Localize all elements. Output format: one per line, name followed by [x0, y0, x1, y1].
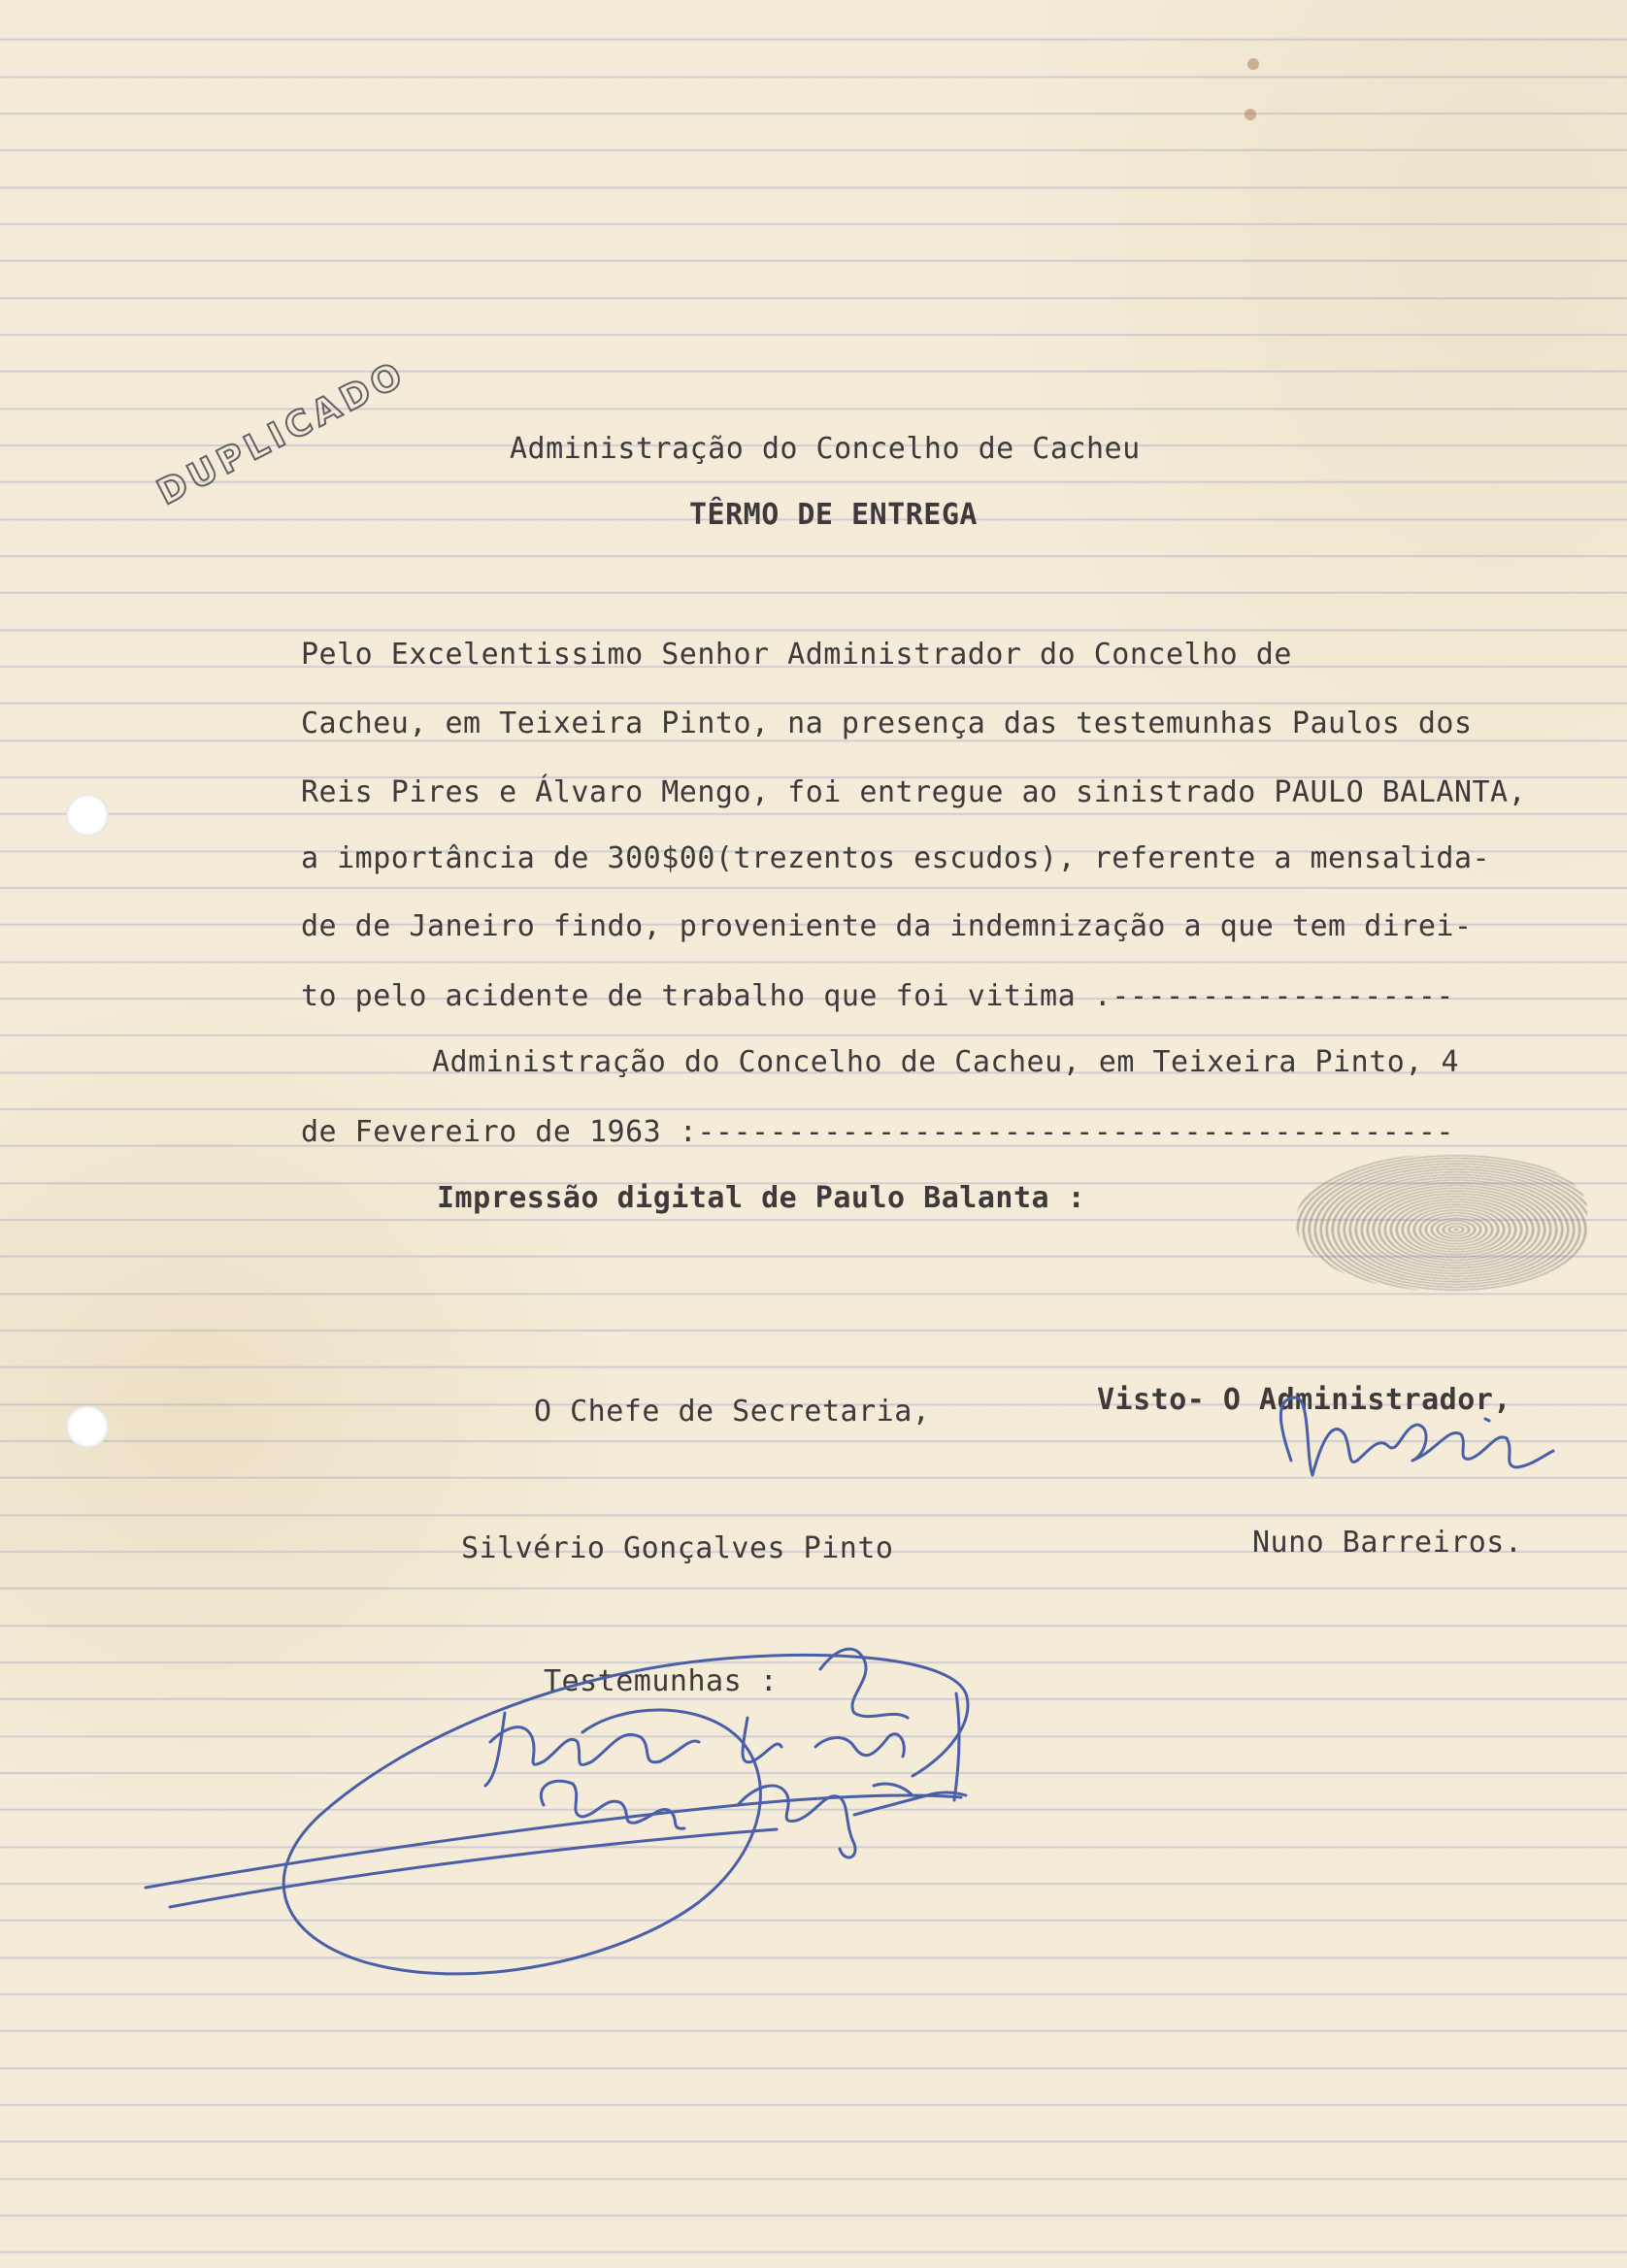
- duplicado-stamp: DUPLICADO: [150, 353, 414, 513]
- place-date-line: de Fevereiro de 1963 :------------------------------------------: [301, 1115, 1454, 1149]
- body-line: Pelo Excelentissimo Senhor Administrador do Concelho de: [301, 638, 1292, 672]
- body-line: Reis Pires e Álvaro Mengo, foi entregue ao sinistrado PAULO BALANTA,: [301, 775, 1527, 809]
- witness-signature-stroke: [146, 1795, 961, 1888]
- document-subtitle: TÊRMO DE ENTREGA: [689, 498, 978, 532]
- document-header-title: Administração do Concelho de Cacheu: [510, 432, 1141, 466]
- place-date-line: Administração do Concelho de Cacheu, em Teixeira Pinto, 4: [432, 1045, 1460, 1079]
- witness-signature-second: [541, 1781, 966, 1857]
- visto-administrador-label: Visto- O Administrador,: [1097, 1383, 1511, 1417]
- punch-hole-bottom: [66, 1405, 109, 1448]
- witness-signature-flourish: [820, 1649, 959, 1800]
- witnesses-label: Testemunhas :: [544, 1664, 779, 1698]
- witness-signature-loop: [283, 1658, 760, 1974]
- chefe-secretaria-label: O Chefe de Secretaria,: [534, 1395, 931, 1429]
- corner-mark: [1245, 109, 1256, 120]
- body-line: to pelo acidente de trabalho que foi vitima .-------------------: [301, 979, 1454, 1013]
- administrador-name: Nuno Barreiros.: [1252, 1526, 1523, 1560]
- fingerprint-mark: [1296, 1155, 1587, 1291]
- witness-signature-first: [485, 1713, 904, 1786]
- punch-hole-top: [66, 794, 109, 837]
- fingerprint-label: Impressão digital de Paulo Balanta :: [437, 1181, 1086, 1215]
- body-line: Cacheu, em Teixeira Pinto, na presença das testemunhas Paulos dos: [301, 707, 1473, 740]
- body-line: de de Janeiro findo, proveniente da indemnização a que tem direi-: [301, 909, 1473, 943]
- witness-signature-stroke: [170, 1829, 777, 1907]
- body-line: a importância de 300$00(trezentos escudos), referente a mensalida-: [301, 841, 1491, 875]
- chefe-secretaria-name: Silvério Gonçalves Pinto: [461, 1531, 894, 1565]
- corner-mark: [1247, 58, 1259, 70]
